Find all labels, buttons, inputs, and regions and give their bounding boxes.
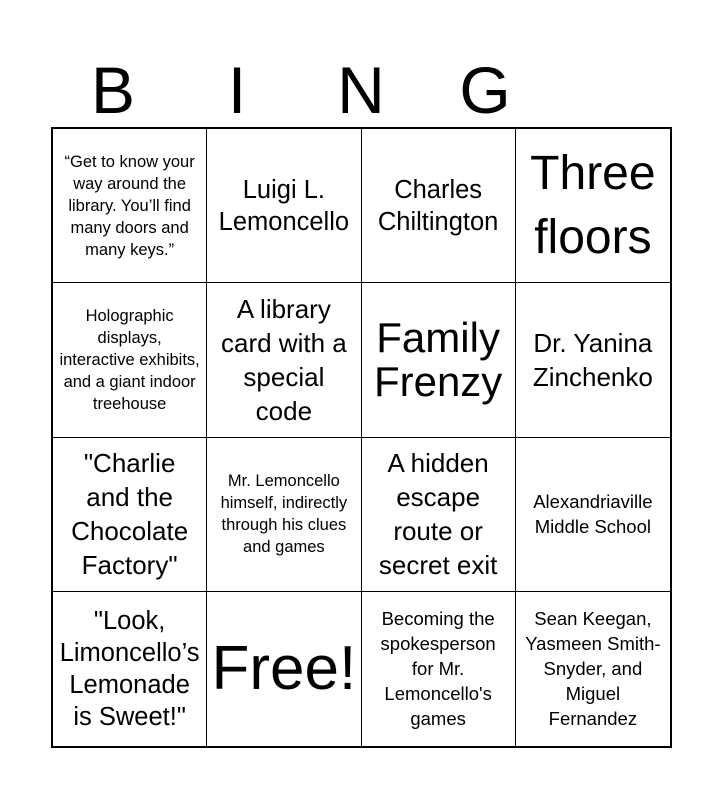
bingo-cell-text: Three floors — [530, 146, 656, 264]
bingo-cell-r1c4[interactable] — [516, 129, 670, 283]
header-letter-b: B — [90, 53, 136, 127]
bingo-cell-r1c1[interactable] — [53, 129, 207, 283]
bingo-cell-text: Sean Keegan, Yasmeen Smith-Snyder, and Miguel Fernandez — [525, 608, 661, 730]
bingo-cell-text: Dr. Yanina Zinchenko — [532, 327, 653, 392]
bingo-cell-text: "Look, Limoncello’s Lemonade is Sweet!" — [59, 606, 200, 731]
bingo-cell-text: Becoming the spokesperson for Mr. Lemoncello's games — [380, 608, 496, 730]
bingo-cell-text: Charles Chiltington — [377, 175, 499, 236]
bingo-cell-text: "Charlie and the Chocolate Factory" — [71, 448, 189, 581]
header-letter-g: G — [459, 53, 511, 127]
bingo-cell-r1c2[interactable] — [207, 129, 361, 283]
bingo-board — [51, 127, 672, 748]
bingo-cell-r3c3[interactable] — [362, 438, 516, 592]
bingo-header — [51, 52, 671, 128]
bingo-cell-r3c4[interactable] — [516, 438, 670, 592]
bingo-cell-r4c1[interactable] — [53, 592, 207, 746]
bingo-cell-r4c3[interactable] — [362, 592, 516, 746]
bingo-cell-text: A hidden escape route or secret exit — [378, 448, 498, 581]
bingo-cell-r2c2[interactable] — [207, 283, 361, 437]
bingo-cell-r4c4[interactable] — [516, 592, 670, 746]
bingo-cell-text: Family Frenzy — [373, 313, 503, 405]
bingo-cell-text: Luigi L. Lemoncello — [218, 175, 350, 236]
free-space-label: Free! — [211, 633, 357, 703]
bingo-cell-text: “Get to know your way around the library. You’ll find many doors and many keys.” — [64, 152, 195, 259]
bingo-cell-r1c3[interactable] — [362, 129, 516, 283]
bingo-cell-r3c2[interactable] — [207, 438, 361, 592]
bingo-cell-text: Mr. Lemoncello himself, indirectly through his clues and games — [220, 472, 348, 557]
header-letter-i: I — [227, 53, 247, 127]
header-letter-n: N — [337, 53, 385, 127]
bingo-cell-r3c1[interactable] — [53, 438, 207, 592]
bingo-cell-r2c3[interactable] — [362, 283, 516, 437]
bingo-cell-text: A library card with a special code — [221, 293, 347, 426]
bingo-cell-text: Holographic displays, interactive exhibits, and a giant indoor treehouse — [59, 306, 200, 413]
free-space-cell[interactable] — [207, 592, 361, 746]
bingo-cell-text: Alexandriaville Middle School — [533, 491, 653, 538]
bingo-cell-r2c1[interactable] — [53, 283, 207, 437]
bingo-cell-r2c4[interactable] — [516, 283, 670, 437]
